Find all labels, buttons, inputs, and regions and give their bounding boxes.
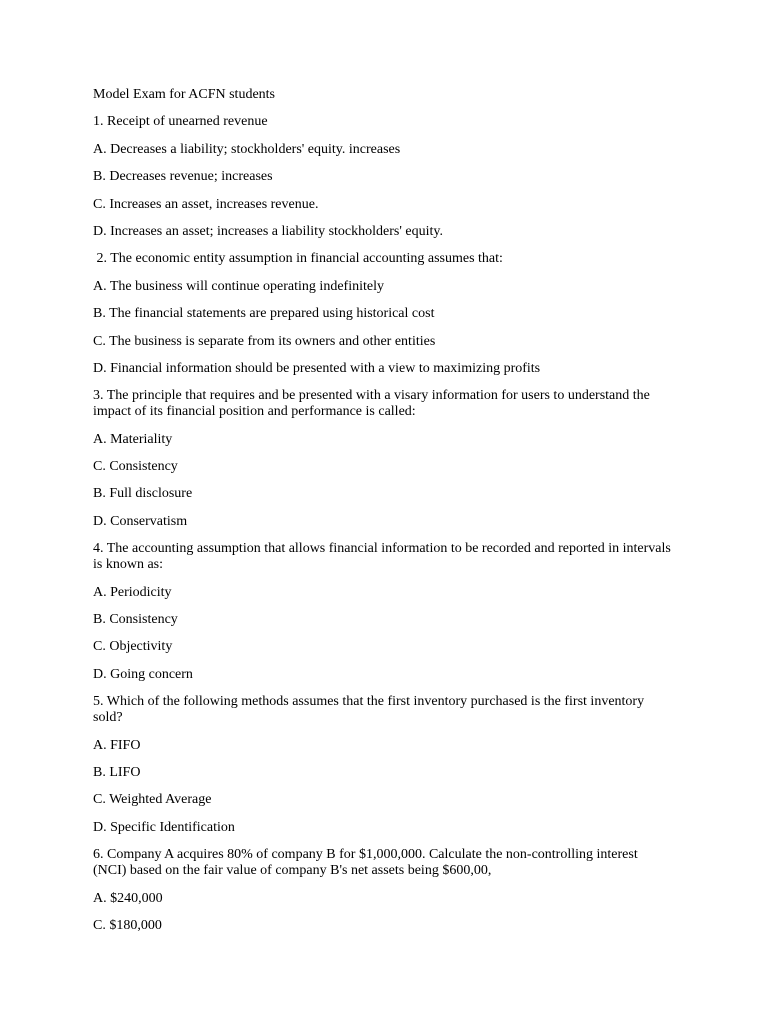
option-1a: A. Decreases a liability; stockholders' equity. increases — [93, 141, 401, 157]
option-4d: D. Going concern — [93, 666, 193, 682]
option-1d: D. Increases an asset; increases a liability stockholders' equity. — [93, 223, 443, 239]
option-5c: C. Weighted Average — [93, 792, 212, 808]
option-4b: B. Consistency — [93, 612, 178, 628]
option-5d: D. Specific Identification — [93, 819, 235, 835]
option-1c: C. Increases an asset, increases revenue. — [93, 196, 319, 212]
option-6c: C. $180,000 — [93, 917, 162, 933]
option-3a: A. Materiality — [93, 431, 173, 447]
option-2b: B. The financial statements are prepared using historical cost — [93, 306, 435, 322]
question-6: 6. Company A acquires 80% of company B for $1,000,000. Calculate the non-controlling interest (NCI) based on the fair value of company B's net assets being $600,00, — [93, 847, 638, 879]
option-4c: C. Objectivity — [93, 639, 173, 655]
question-3: 3. The principle that requires and be presented with a visary information for users to understand the impact of its financial position and performance is called: — [93, 388, 650, 420]
option-5b: B. LIFO — [93, 764, 141, 780]
option-2d: D. Financial information should be presented with a view to maximizing profits — [93, 360, 541, 376]
question-4: 4. The accounting assumption that allows financial information to be recorded and reported in intervals is known as: — [93, 541, 671, 573]
document-page — [93, 87, 673, 945]
option-6a: A. $240,000 — [93, 890, 163, 906]
question-5: 5. Which of the following methods assumes that the first inventory purchased is the first inventory sold? — [93, 694, 645, 726]
question-1: 1. Receipt of unearned revenue — [93, 114, 268, 130]
option-3d: D. Conservatism — [93, 513, 188, 529]
document-title: Model Exam for ACFN students — [93, 87, 275, 102]
option-3c: C. Consistency — [93, 459, 178, 475]
option-1b: B. Decreases revenue; increases — [93, 169, 273, 185]
question-2: 2. The economic entity assumption in financial accounting assumes that: — [93, 251, 503, 267]
option-2c: C. The business is separate from its owners and other entities — [93, 333, 436, 349]
option-2a: A. The business will continue operating indefinitely — [93, 278, 384, 294]
option-3b: B. Full disclosure — [93, 486, 193, 502]
option-4a: A. Periodicity — [93, 584, 172, 600]
option-5a: A. FIFO — [93, 737, 141, 753]
